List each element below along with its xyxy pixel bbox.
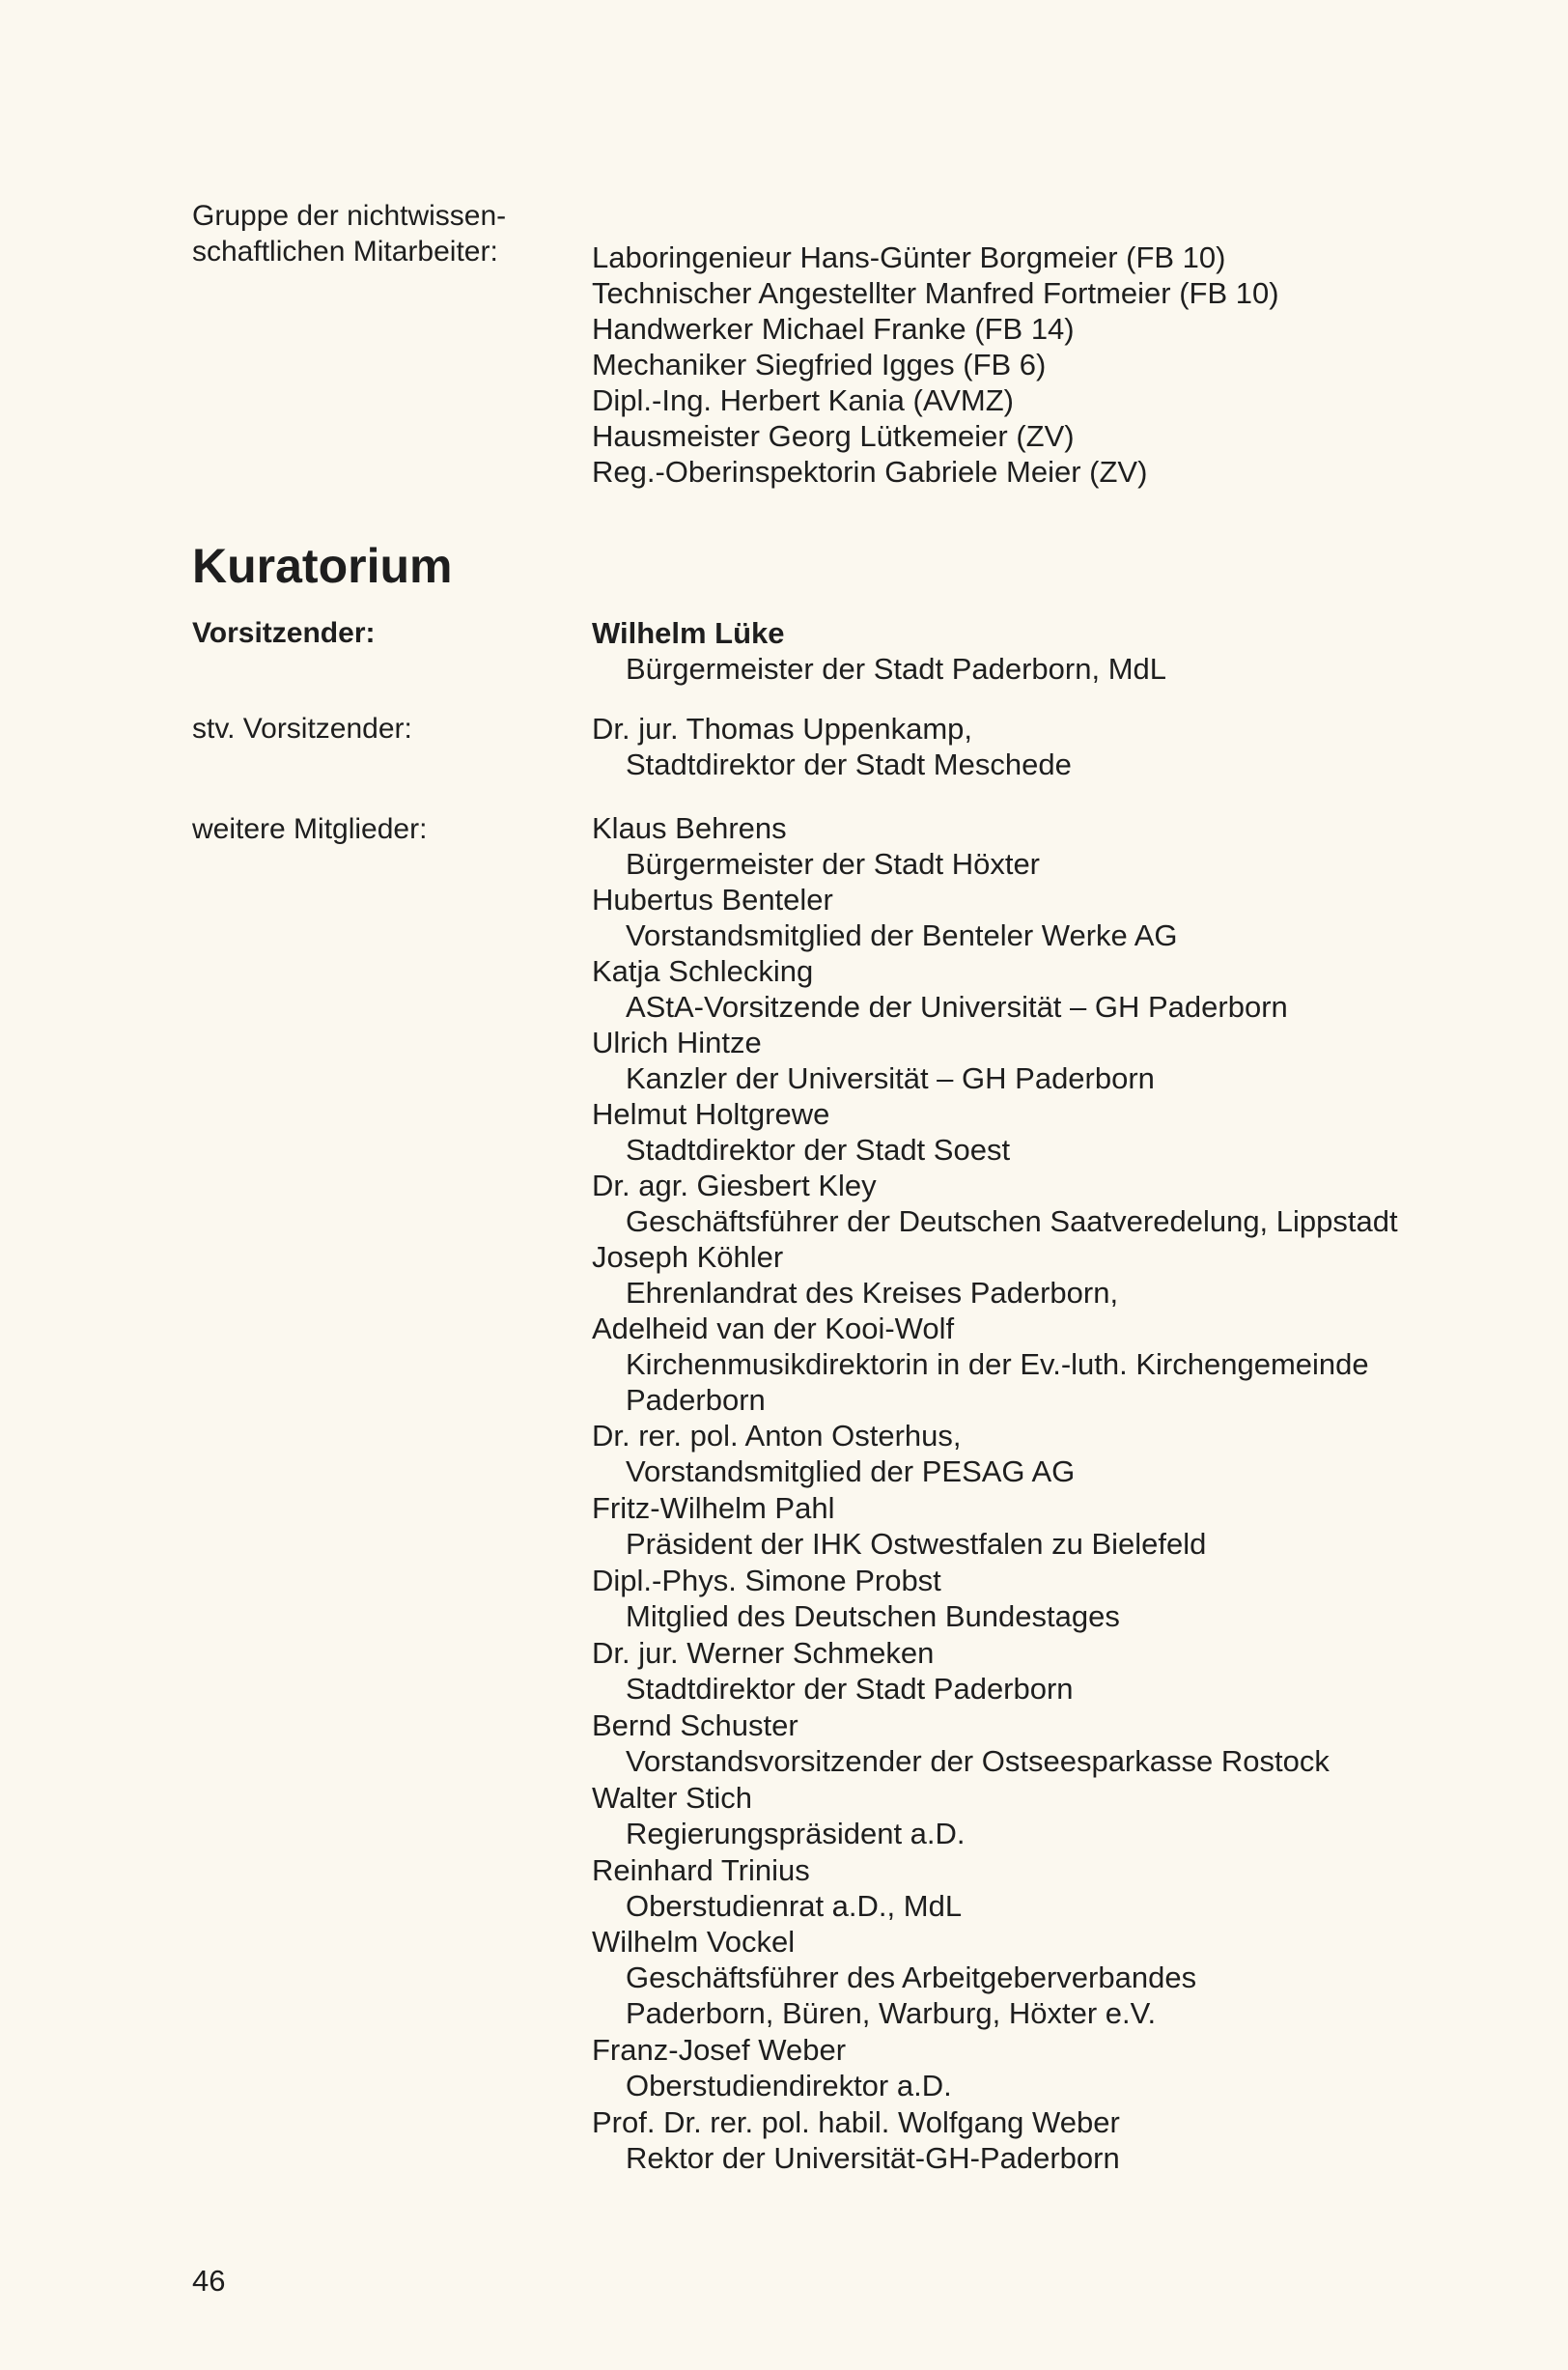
- member-name: Dr. jur. Werner Schmeken: [592, 1636, 935, 1670]
- member-role: AStA-Vorsitzende der Universität – GH Paderborn: [626, 990, 1288, 1024]
- vice-chair-name: Dr. jur. Thomas Uppenkamp,: [592, 712, 972, 746]
- kuratorium-heading: Kuratorium: [192, 539, 453, 593]
- page-number: 46: [192, 2264, 226, 2298]
- vice-chair-role: Stadtdirektor der Stadt Meschede: [626, 748, 1072, 781]
- member-role: Geschäftsführer des Arbeitgeberverbandes: [626, 1961, 1197, 1994]
- member-name: Dipl.-Phys. Simone Probst: [592, 1564, 941, 1597]
- members-label: weitere Mitglieder:: [192, 813, 428, 845]
- member-name: Helmut Holtgrewe: [592, 1097, 830, 1131]
- member-role: Paderborn: [626, 1383, 766, 1417]
- member-name: Walter Stich: [592, 1781, 752, 1815]
- member-role: Präsident der IHK Ostwestfalen zu Bielefeld: [626, 1527, 1207, 1561]
- vice-chair-label: stv. Vorsitzender:: [192, 713, 412, 745]
- staff-member: Laboringenieur Hans-Günter Borgmeier (FB 10): [592, 240, 1226, 274]
- member-role: Vorstandsmitglied der Benteler Werke AG: [626, 918, 1178, 952]
- member-role: Mitglied des Deutschen Bundestages: [626, 1599, 1120, 1633]
- member-role: Ehrenlandrat des Kreises Paderborn,: [626, 1276, 1119, 1310]
- staff-member: Mechaniker Siegfried Igges (FB 6): [592, 348, 1047, 381]
- member-name: Dr. rer. pol. Anton Osterhus,: [592, 1419, 962, 1453]
- member-role: Regierungspräsident a.D.: [626, 1817, 966, 1850]
- member-name: Hubertus Benteler: [592, 883, 833, 917]
- member-role: Rektor der Universität-GH-Paderborn: [626, 2141, 1120, 2175]
- staff-group-label-line2: schaftlichen Mitarbeiter:: [192, 236, 498, 268]
- member-role: Vorstandsvorsitzender der Ostseesparkasse Rostock: [626, 1744, 1330, 1778]
- chair-label: Vorsitzender:: [192, 617, 376, 649]
- member-role: Bürgermeister der Stadt Höxter: [626, 847, 1041, 881]
- staff-group-label-line1: Gruppe der nichtwissen-: [192, 200, 507, 232]
- member-role: Stadtdirektor der Stadt Paderborn: [626, 1672, 1074, 1706]
- member-role: Stadtdirektor der Stadt Soest: [626, 1133, 1011, 1167]
- member-name: Fritz-Wilhelm Pahl: [592, 1491, 835, 1525]
- member-name: Bernd Schuster: [592, 1708, 798, 1742]
- member-role: Vorstandsmitglied der PESAG AG: [626, 1454, 1076, 1488]
- member-name: Franz-Josef Weber: [592, 2033, 847, 2067]
- member-name: Joseph Köhler: [592, 1240, 784, 1274]
- chair-name: Wilhelm Lüke: [592, 616, 785, 650]
- staff-member: Dipl.-Ing. Herbert Kania (AVMZ): [592, 383, 1014, 417]
- staff-member: Hausmeister Georg Lütkemeier (ZV): [592, 419, 1075, 453]
- member-name: Dr. agr. Giesbert Kley: [592, 1169, 877, 1202]
- member-name: Adelheid van der Kooi-Wolf: [592, 1312, 955, 1345]
- member-name: Klaus Behrens: [592, 811, 787, 845]
- staff-member: Technischer Angestellter Manfred Fortmeier (FB 10): [592, 276, 1279, 310]
- staff-member: Reg.-Oberinspektorin Gabriele Meier (ZV): [592, 455, 1148, 489]
- member-name: Wilhelm Vockel: [592, 1925, 796, 1959]
- member-role: Paderborn, Büren, Warburg, Höxter e.V.: [626, 1996, 1157, 2030]
- member-role: Kanzler der Universität – GH Paderborn: [626, 1061, 1155, 1095]
- member-role: Kirchenmusikdirektorin in der Ev.-luth. Kirchengemeinde: [626, 1347, 1369, 1381]
- member-name: Reinhard Trinius: [592, 1853, 810, 1887]
- member-name: Prof. Dr. rer. pol. habil. Wolfgang Weber: [592, 2105, 1120, 2139]
- member-role: Geschäftsführer der Deutschen Saatveredelung, Lippstadt: [626, 1204, 1398, 1238]
- member-name: Ulrich Hintze: [592, 1026, 762, 1059]
- member-role: Oberstudienrat a.D., MdL: [626, 1889, 963, 1923]
- staff-member: Handwerker Michael Franke (FB 14): [592, 312, 1075, 346]
- member-name: Katja Schlecking: [592, 954, 814, 988]
- chair-role: Bürgermeister der Stadt Paderborn, MdL: [626, 652, 1166, 686]
- member-role: Oberstudiendirektor a.D.: [626, 2069, 952, 2102]
